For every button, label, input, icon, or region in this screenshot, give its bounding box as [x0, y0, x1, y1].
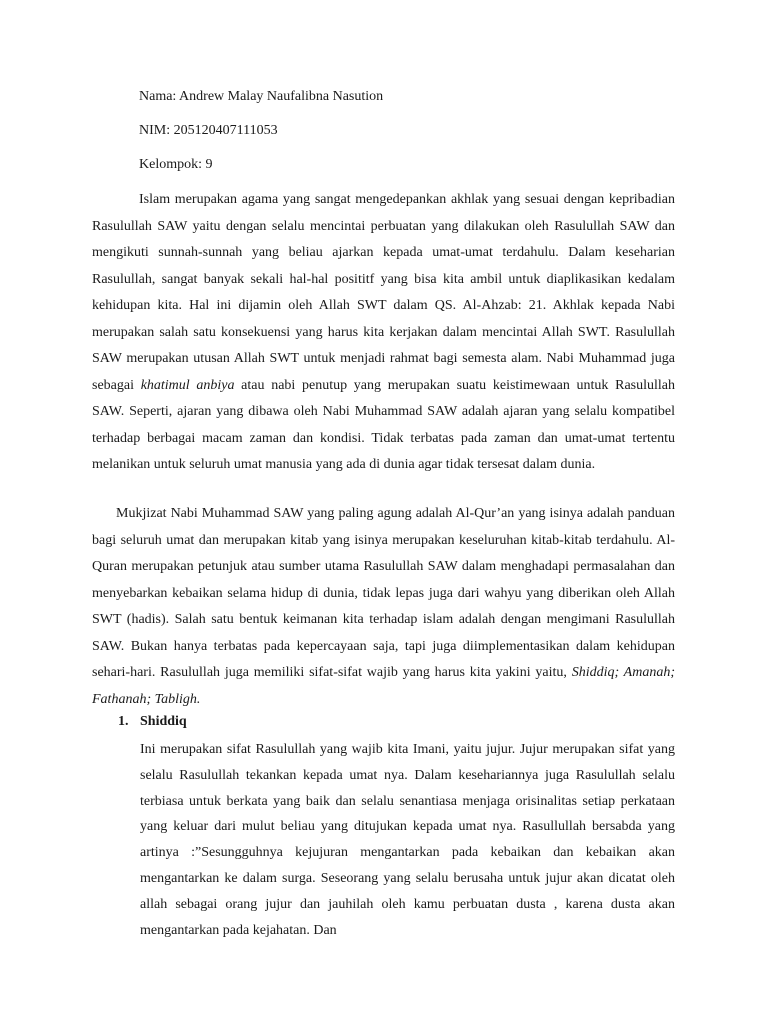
- section-heading-shiddiq: [118, 712, 187, 732]
- paragraph-intro-text-b: atau nabi penutup yang merupakan suatu keistimewaan untuk Rasulullah SAW. Seperti, ajaran yang dibawa oleh Nabi Muhammad SAW adalah ajaran yang selalu kompatibel terhadap berbagai macam zaman dan kondisi. Tidak terbatas pada zaman dan umat-umat tertentu melanikan untuk seluruh umat manusia yang ada di dunia agar tidak tersesat dalam dunia.: [92, 377, 675, 472]
- group-number: Kelompok: 9: [139, 157, 213, 172]
- section-body-shiddiq: Ini merupakan sifat Rasulullah yang wajib kita Imani, yaitu jujur. Jujur merupakan sifat yang selalu Rasulullah tekankan kepada umat nya. Dalam kesehariannya juga Rasulullah selalu terbiasa untuk berkata yang baik dan selalu senantiasa menjaga orisinalitas setiap perkataan yang keluar dari mulut beliau yang ditujukan kepada umat nya. Rasullullah bersabda yang artinya :”Sesungguhnya kejujuran mengantarkan pada kebaikan dan kebaikan akan mengantarkan ke dalam surga. Seseorang yang selalu berusaha untuk jujur akan dicatat oleh allah sebagai orang jujur dan jauhilah oleh kamu perbuatan dusta , karena dusta akan mengantarkan pada kejahatan. Dan: [140, 742, 675, 938]
- student-name: Nama: Andrew Malay Naufalibna Nasution: [139, 89, 384, 104]
- paragraph-mukjizat-italic: Shiddiq; Amanah; Fathanah; Tabligh.: [92, 665, 675, 707]
- section-number: 1.: [118, 714, 129, 729]
- paragraph-intro: [92, 187, 675, 479]
- paragraph-intro-text-a: Islam merupakan agama yang sangat mengedepankan akhlak yang sesuai dengan kepribadian Rasulullah SAW yaitu dengan selalu mencintai perbuatan yang dilakukan oleh Rasulullah SAW dan mengikuti sunnah-sunnah yang beliau ajarkan kepada umat-umat terdahulu. Dalam keseharian Rasulullah, sangat banyak sekali hal-hal posititf yang bisa kita ambil untuk diaplikasikan kedalam kehidupan kita. Hal ini dijamin oleh Allah SWT dalam QS. Al-Ahzab: 21. Akhlak kepada Nabi merupakan salah satu konsekuensi yang harus kita kerjakan dalam mencintai Allah SWT. Rasulullah SAW merupakan utusan Allah SWT untuk menjadi rahmat bagi semesta alam. Nabi Muhammad juga sebagai: [92, 192, 675, 393]
- student-nim: NIM: 205120407111053: [139, 123, 278, 138]
- paragraph-mukjizat: [92, 501, 675, 713]
- paragraph-mukjizat-text: Mukjizat Nabi Muhammad SAW yang paling agung adalah Al-Qur’an yang isinya adalah panduan bagi seluruh umat dan merupakan kitab yang isinya merupakan keseluruhan kitab-kitab terdahulu. Al-Quran merupakan petunjuk atau sumber utama Rasulullah SAW dalam menghadapi permasalahan dan menyebarkan kebaikan selama hidup di dunia, tidak lepas juga dari wahyu yang diberikan oleh Allah SWT (hadis). Salah satu bentuk keimanan kita terhadap islam adalah dengan mengimani Rasulullah SAW. Bukan hanya terbatas pada kepercayaan saja, tapi juga diimplementasikan dalam kehidupan sehari-hari. Rasulullah juga memiliki sifat-sifat wajib yang harus kita yakini yaitu,: [92, 506, 675, 680]
- section-title: Shiddiq: [140, 714, 187, 729]
- paragraph-intro-italic: khatimul anbiya: [140, 377, 235, 393]
